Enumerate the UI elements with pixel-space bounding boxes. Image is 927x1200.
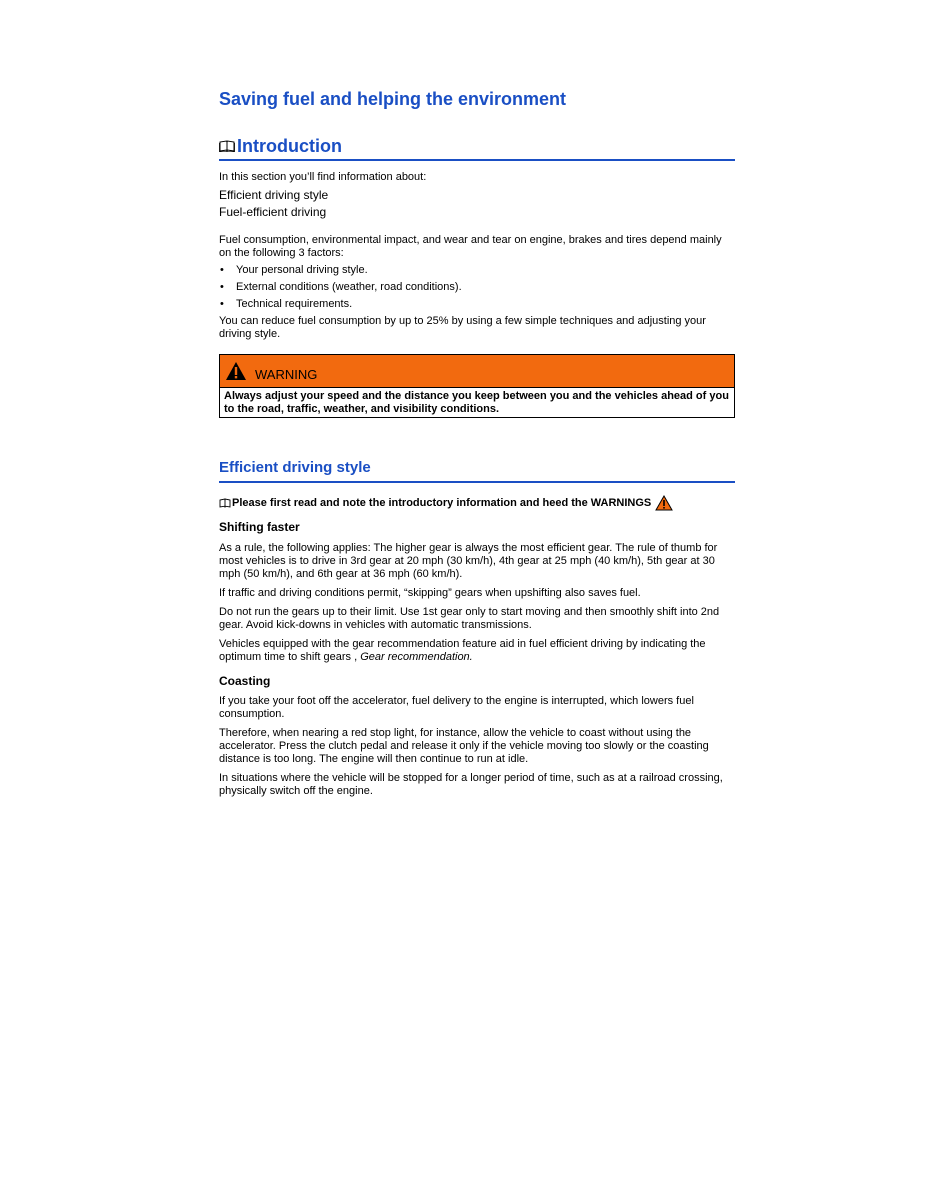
introduction-heading-text: Introduction (237, 136, 342, 156)
coasting-paragraph-1: If you take your foot off the accelerator, fuel delivery to the engine is interrupted, which lowers fuel consumption. (219, 695, 694, 720)
warning-header (220, 355, 734, 388)
coasting-heading: Coasting (219, 674, 271, 688)
topic-link[interactable]: Fuel-efficient driving (219, 205, 327, 219)
book-icon (219, 498, 231, 508)
shifting-paragraph-4 (219, 638, 735, 664)
list-item: • Your personal driving style. (219, 264, 735, 277)
shifting-paragraph-1: As a rule, the following applies: The higher gear is always the most efficient gear. The rule of thumb for most vehicles is to drive in 3rd gear at 20 mph (30 km/h), 4th gear at 25 mph (40 km/h), 5th gear at 30 mph (50 km/h), and 6th gear at 36 mph (60 km/h). (219, 542, 718, 580)
coasting-paragraph-3: In situations where the vehicle will be stopped for a longer period of time, such as at a railroad crossing, physically switch off the engine. (219, 772, 723, 797)
list-item: • External conditions (weather, road conditions). (219, 281, 735, 294)
page-title: Saving fuel and helping the environment (219, 89, 567, 109)
reduce-paragraph: You can reduce fuel consumption by up to 25% by using a few simple techniques and adjusting your driving style. (219, 315, 706, 340)
factors-paragraph: Fuel consumption, environmental impact, and wear and tear on engine, brakes and tires depend mainly on the following 3 factors: (219, 234, 722, 259)
gear-recommendation-text: Vehicles equipped with the gear recommendation feature aid in fuel efficient driving by indicating the optimum time to shift gears , (219, 638, 706, 663)
shifting-paragraph-2: If traffic and driving conditions permit, “skipping” gears when upshifting also saves fuel. (219, 587, 641, 599)
topic-link[interactable]: Efficient driving style (219, 188, 329, 202)
warning-text: Always adjust your speed and the distance you keep between you and the vehicles ahead of you to the road, traffic, weather, and visibility conditions. (224, 390, 729, 415)
intro-lead: In this section you’ll find information about: (219, 171, 427, 183)
coasting-paragraph-2: Therefore, when nearing a red stop light, for instance, allow the vehicle to coast without using the accelerator. Press the clutch pedal and release it only if the vehicle moving too slowly or the coasting distance is too long. The engine will then continue to run at idle. (219, 727, 709, 765)
warning-triangle-icon (225, 361, 247, 381)
shifting-paragraph-3: Do not run the gears up to their limit. Use 1st gear only to start moving and then smoothly shift into 2nd gear. Avoid kick-downs in vehicles with automatic transmissions. (219, 606, 720, 631)
manual-page (219, 88, 735, 798)
section-heading-efficient-driving: Efficient driving style (219, 458, 735, 483)
factors-list (219, 264, 735, 311)
section-heading-introduction (219, 135, 735, 161)
read-first-note (219, 495, 735, 511)
book-icon (219, 140, 235, 152)
read-first-text: Please first read and note the introductory information and heed the WARNINGS (232, 497, 652, 509)
warning-box (219, 354, 735, 418)
warning-label: WARNING (255, 366, 318, 382)
shifting-faster-heading: Shifting faster (219, 520, 300, 534)
list-item: • Technical requirements. (219, 298, 735, 311)
gear-recommendation-link[interactable]: Gear recommendation. (360, 651, 473, 663)
warning-triangle-icon (655, 495, 673, 511)
